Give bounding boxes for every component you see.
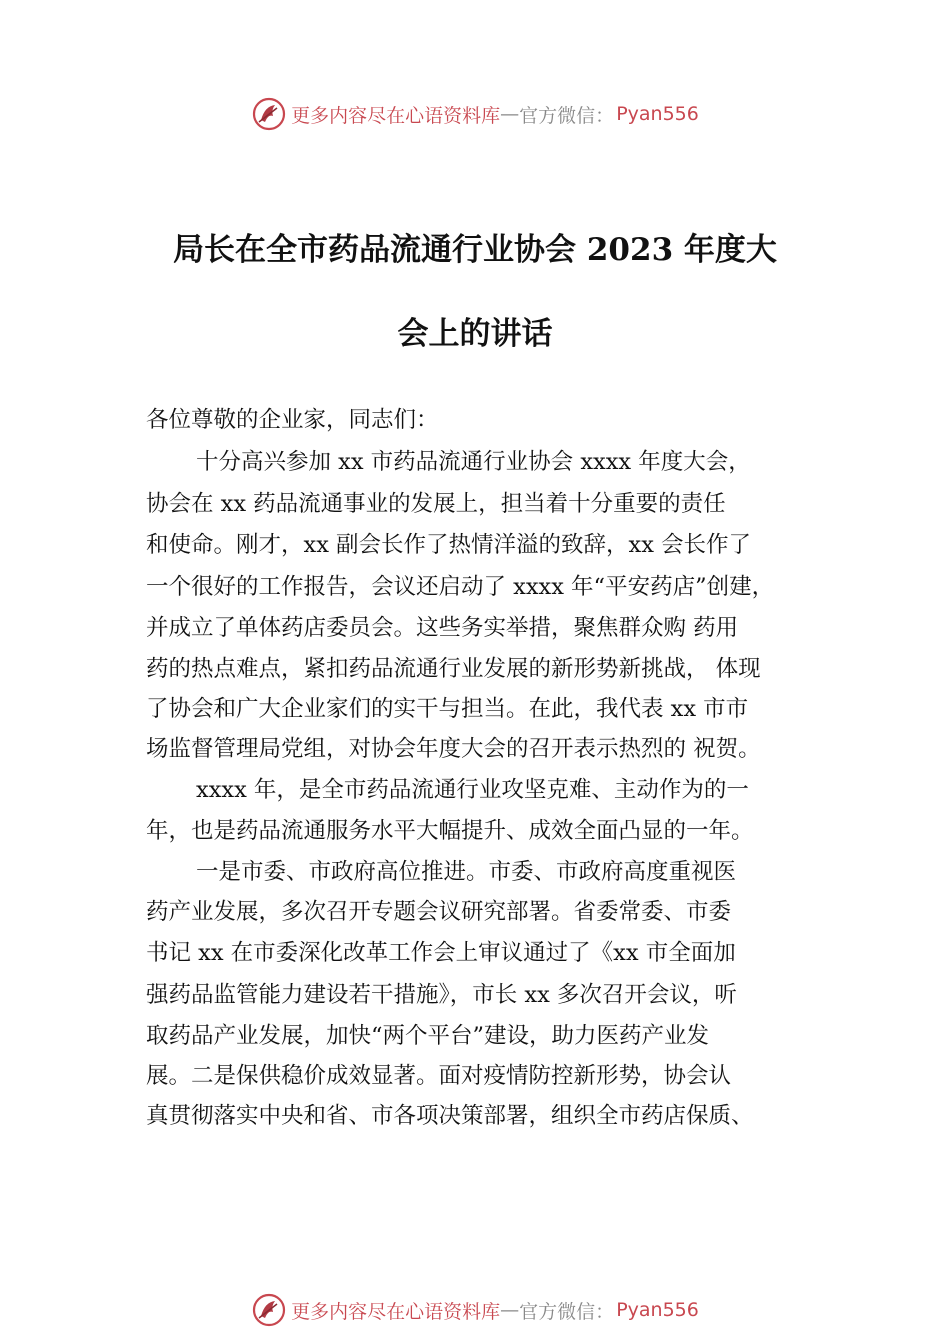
body-line: 强药品监管能力建设若干措施》，市长 xx 多次召开会议，听 bbox=[146, 982, 737, 1008]
body-line: 和使命。刚才，xx 副会长作了热情洋溢的致辞，xx 会长作了 bbox=[146, 532, 752, 558]
banner-wechat-label: 官方微信： bbox=[519, 1300, 615, 1323]
body-line: 药的热点难点，紧扣药品流通行业发展的新形势新挑战， 体现 bbox=[146, 656, 761, 682]
body-line: 了协会和广大企业家们的实干与担当。在此，我代表 xx 市市 bbox=[146, 696, 749, 722]
banner-wechat-id: Pyan556 bbox=[616, 103, 699, 125]
body-line: 书记 xx 在市委深化改革工作会上审议通过了《xx 市全面加 bbox=[146, 940, 736, 966]
body-line: 场监督管理局党组，对协会年度大会的召开表示热烈的 祝贺。 bbox=[146, 736, 761, 762]
title-line-2: 会上的讲话 bbox=[397, 316, 553, 352]
body-line: 各位尊敬的企业家，同志们： bbox=[146, 407, 439, 433]
banner-wechat-label: 官方微信： bbox=[519, 104, 615, 127]
body-line: 协会在 xx 药品流通事业的发展上，担当着十分重要的责任 bbox=[146, 491, 726, 517]
body-line: 并成立了单体药店委员会。这些务实举措，聚焦群众购 药用 bbox=[146, 615, 739, 641]
banner-dash: — bbox=[500, 1299, 520, 1321]
banner-text: 更多内容尽在心语资料库 bbox=[291, 104, 501, 127]
banner-text: 更多内容尽在心语资料库 bbox=[291, 1300, 501, 1323]
body-line: 药产业发展，多次召开专题会议研究部署。省委常委、市委 bbox=[146, 899, 732, 925]
body-line: xxxx 年，是全市药品流通行业攻坚克难、主动作为的一 bbox=[196, 777, 749, 803]
body-line: 一个很好的工作报告，会议还启动了 xxxx 年“平安药店”创建， bbox=[146, 574, 775, 600]
body-line: 真贯彻落实中央和省、市各项决策部署，组织全市药店保质、 bbox=[146, 1103, 754, 1129]
document-title bbox=[120, 208, 830, 376]
title-line-1: 局长在全市药品流通行业协会 2023 年度大 bbox=[173, 232, 777, 268]
body-line: 一是市委、市政府高位推进。市委、市政府高度重视医 bbox=[196, 859, 737, 885]
footer-banner bbox=[0, 1290, 950, 1330]
logo-icon bbox=[251, 96, 287, 132]
header-banner bbox=[0, 94, 950, 134]
banner-wechat-id: Pyan556 bbox=[616, 1299, 699, 1321]
body-line: 年，也是药品流通服务水平大幅提升、成效全面凸显的一年。 bbox=[146, 818, 754, 844]
banner-dash: — bbox=[500, 103, 520, 125]
body-line: 展。二是保供稳价成效显著。面对疫情防控新形势，协会认 bbox=[146, 1063, 732, 1089]
body-line: 十分高兴参加 xx 市药品流通行业协会 xxxx 年度大会， bbox=[196, 449, 751, 475]
body-line: 取药品产业发展，加快“两个平台”建设，助力医药产业发 bbox=[146, 1023, 710, 1049]
logo-icon bbox=[251, 1292, 287, 1328]
